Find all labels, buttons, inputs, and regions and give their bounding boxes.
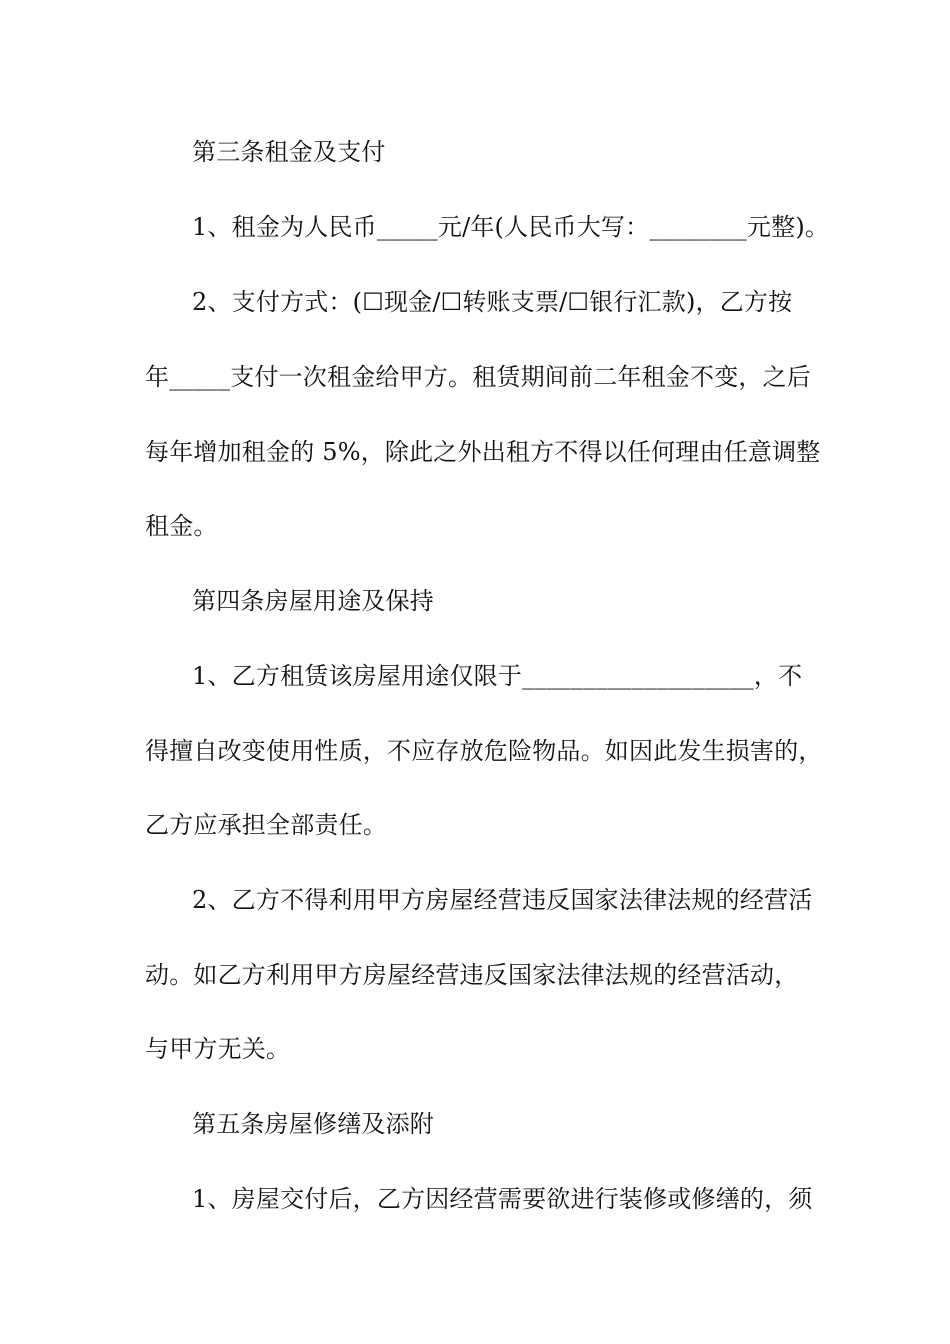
paragraph-line: 1、房屋交付后，乙方因经营需要欲进行装修或修缮的，须 [192,1185,813,1213]
paragraph-line: 动。如乙方利用甲方房屋经营违反国家法律法规的经营活动， [145,961,799,989]
paragraph-line: 乙方应承担全部责任。 [145,811,387,839]
section-heading-article-3: 第三条租金及支付 [192,138,386,166]
paragraph-line: 2、乙方不得利用甲方房屋经营违反国家法律法规的经营活 [192,886,813,914]
paragraph-line: 年_____支付一次租金给甲方。租赁期间前二年租金不变，之后 [145,363,811,391]
paragraph-line: 与甲方无关。 [145,1035,291,1063]
paragraph-line: 2、支付方式：(☐现金/☐转账支票/☐银行汇款)，乙方按 [192,288,793,316]
section-heading-article-4: 第四条房屋用途及保持 [192,587,434,615]
paragraph-line: 得擅自改变使用性质，不应存放危险物品。如因此发生损害的， [145,737,823,765]
paragraph-line: 1、乙方租赁该房屋用途仅限于___________________，不 [192,662,803,690]
paragraph-line: 每年增加租金的 5%，除此之外出租方不得以任何理由任意调整 [145,438,821,466]
paragraph-line: 1、租金为人民币_____元/年(人民币大写：________元整)。 [192,213,830,241]
section-heading-article-5: 第五条房屋修缮及添附 [192,1110,434,1138]
paragraph-line: 租金。 [145,512,218,540]
